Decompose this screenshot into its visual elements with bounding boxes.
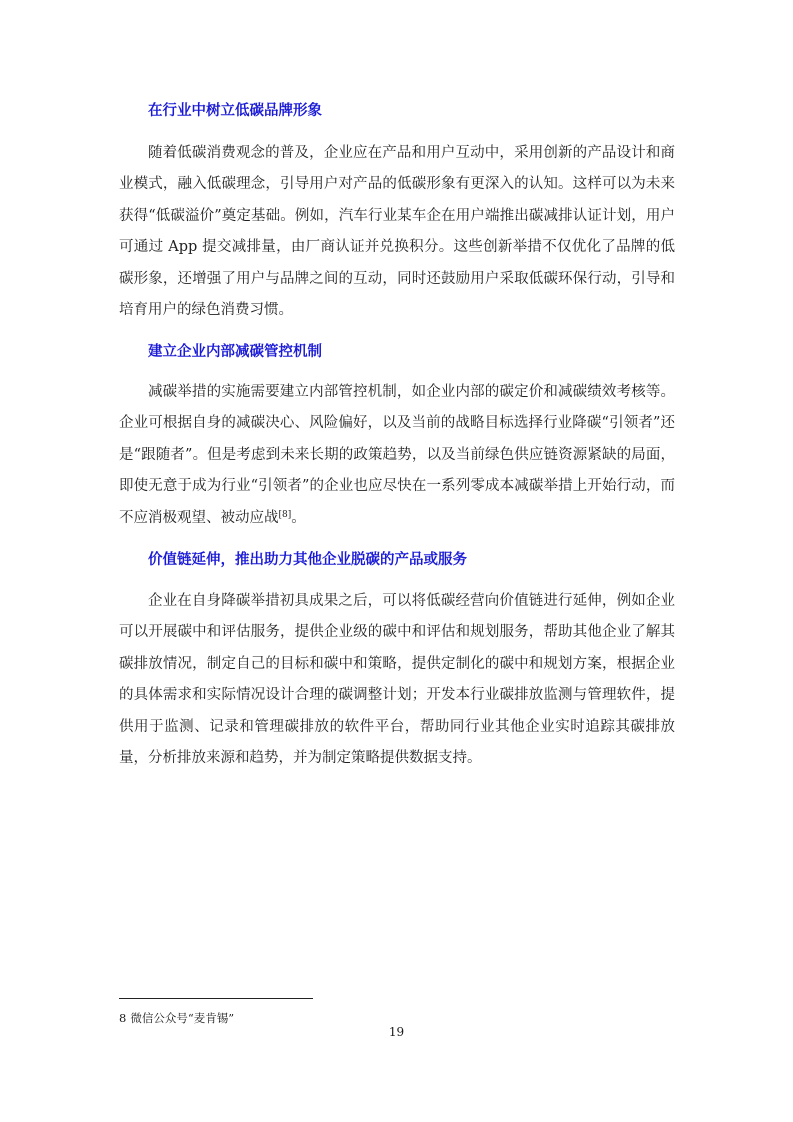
paragraph-end: 。 xyxy=(291,509,306,526)
section-heading-internal-control: 建立企业内部减碳管控机制 xyxy=(148,344,322,360)
page-number: 19 xyxy=(388,1025,405,1039)
footnote-divider xyxy=(119,998,313,999)
section-paragraph-value-chain: 企业在自身降碳举措初具成果之后，可以将低碳经营向价值链进行延伸，例如企业可以开展碳中和评估服务，提供企业级的碳中和评估和规划服务，帮助其他企业了解其碳排放情况，制定自己的目标和碳中和策略，提供定制化的碳中和规划方案，根据企业的具体需求和实际情况设计合理的碳调整计划；开发本行业碳排放监测与管理软件，提供用于监测、记录和管理碳排放的软件平台，帮助同行业其他企业实时追踪其碳排放量，分析排放来源和趋势，并为制定策略提供数据支持。 xyxy=(119,593,675,767)
section-heading-value-chain: 价值链延伸，推出助力其他企业脱碳的产品或服务 xyxy=(148,552,467,568)
footnote-number: 8 xyxy=(119,1011,127,1025)
section-paragraph-internal-control xyxy=(119,377,675,534)
section-paragraph-low-carbon-brand: 随着低碳消费观念的普及，企业应在产品和用户互动中，采用创新的产品设计和商业模式，融入低碳理念，引导用户对产品的低碳形象有更深入的认知。这样可以为未来获得“低碳溢价”奠定基础。例如，汽车行业某车企在用户端推出碳减排认证计划，用户可通过 App 提交减排量，由厂商认证并兑换积分。这些创新举措不仅优化了品牌的低碳形象，还增强了用户与品牌之间的互动，同时还鼓励用户采取低碳环保行动，引导和培育用户的绿色消费习惯。 xyxy=(119,145,675,319)
citation-marker[interactable]: [8] xyxy=(278,509,292,520)
paragraph-text: 减碳举措的实施需要建立内部管控机制，如企业内部的碳定价和减碳绩效考核等。企业可根据自身的减碳决心、风险偏好，以及当前的战略目标选择行业降碳“引领者”还是“跟随者”。但是考虑到未来长期的政策趋势，以及当前绿色供应链资源紧缺的局面，即使无意于成为行业“引领者”的企业也应尽快在一系列零成本减碳举措上开始行动，而不应消极观望、被动应战 xyxy=(119,384,675,526)
footnote-text: 微信公众号“麦肯锡” xyxy=(130,1011,235,1025)
section-heading-low-carbon-brand: 在行业中树立低碳品牌形象 xyxy=(148,103,322,119)
